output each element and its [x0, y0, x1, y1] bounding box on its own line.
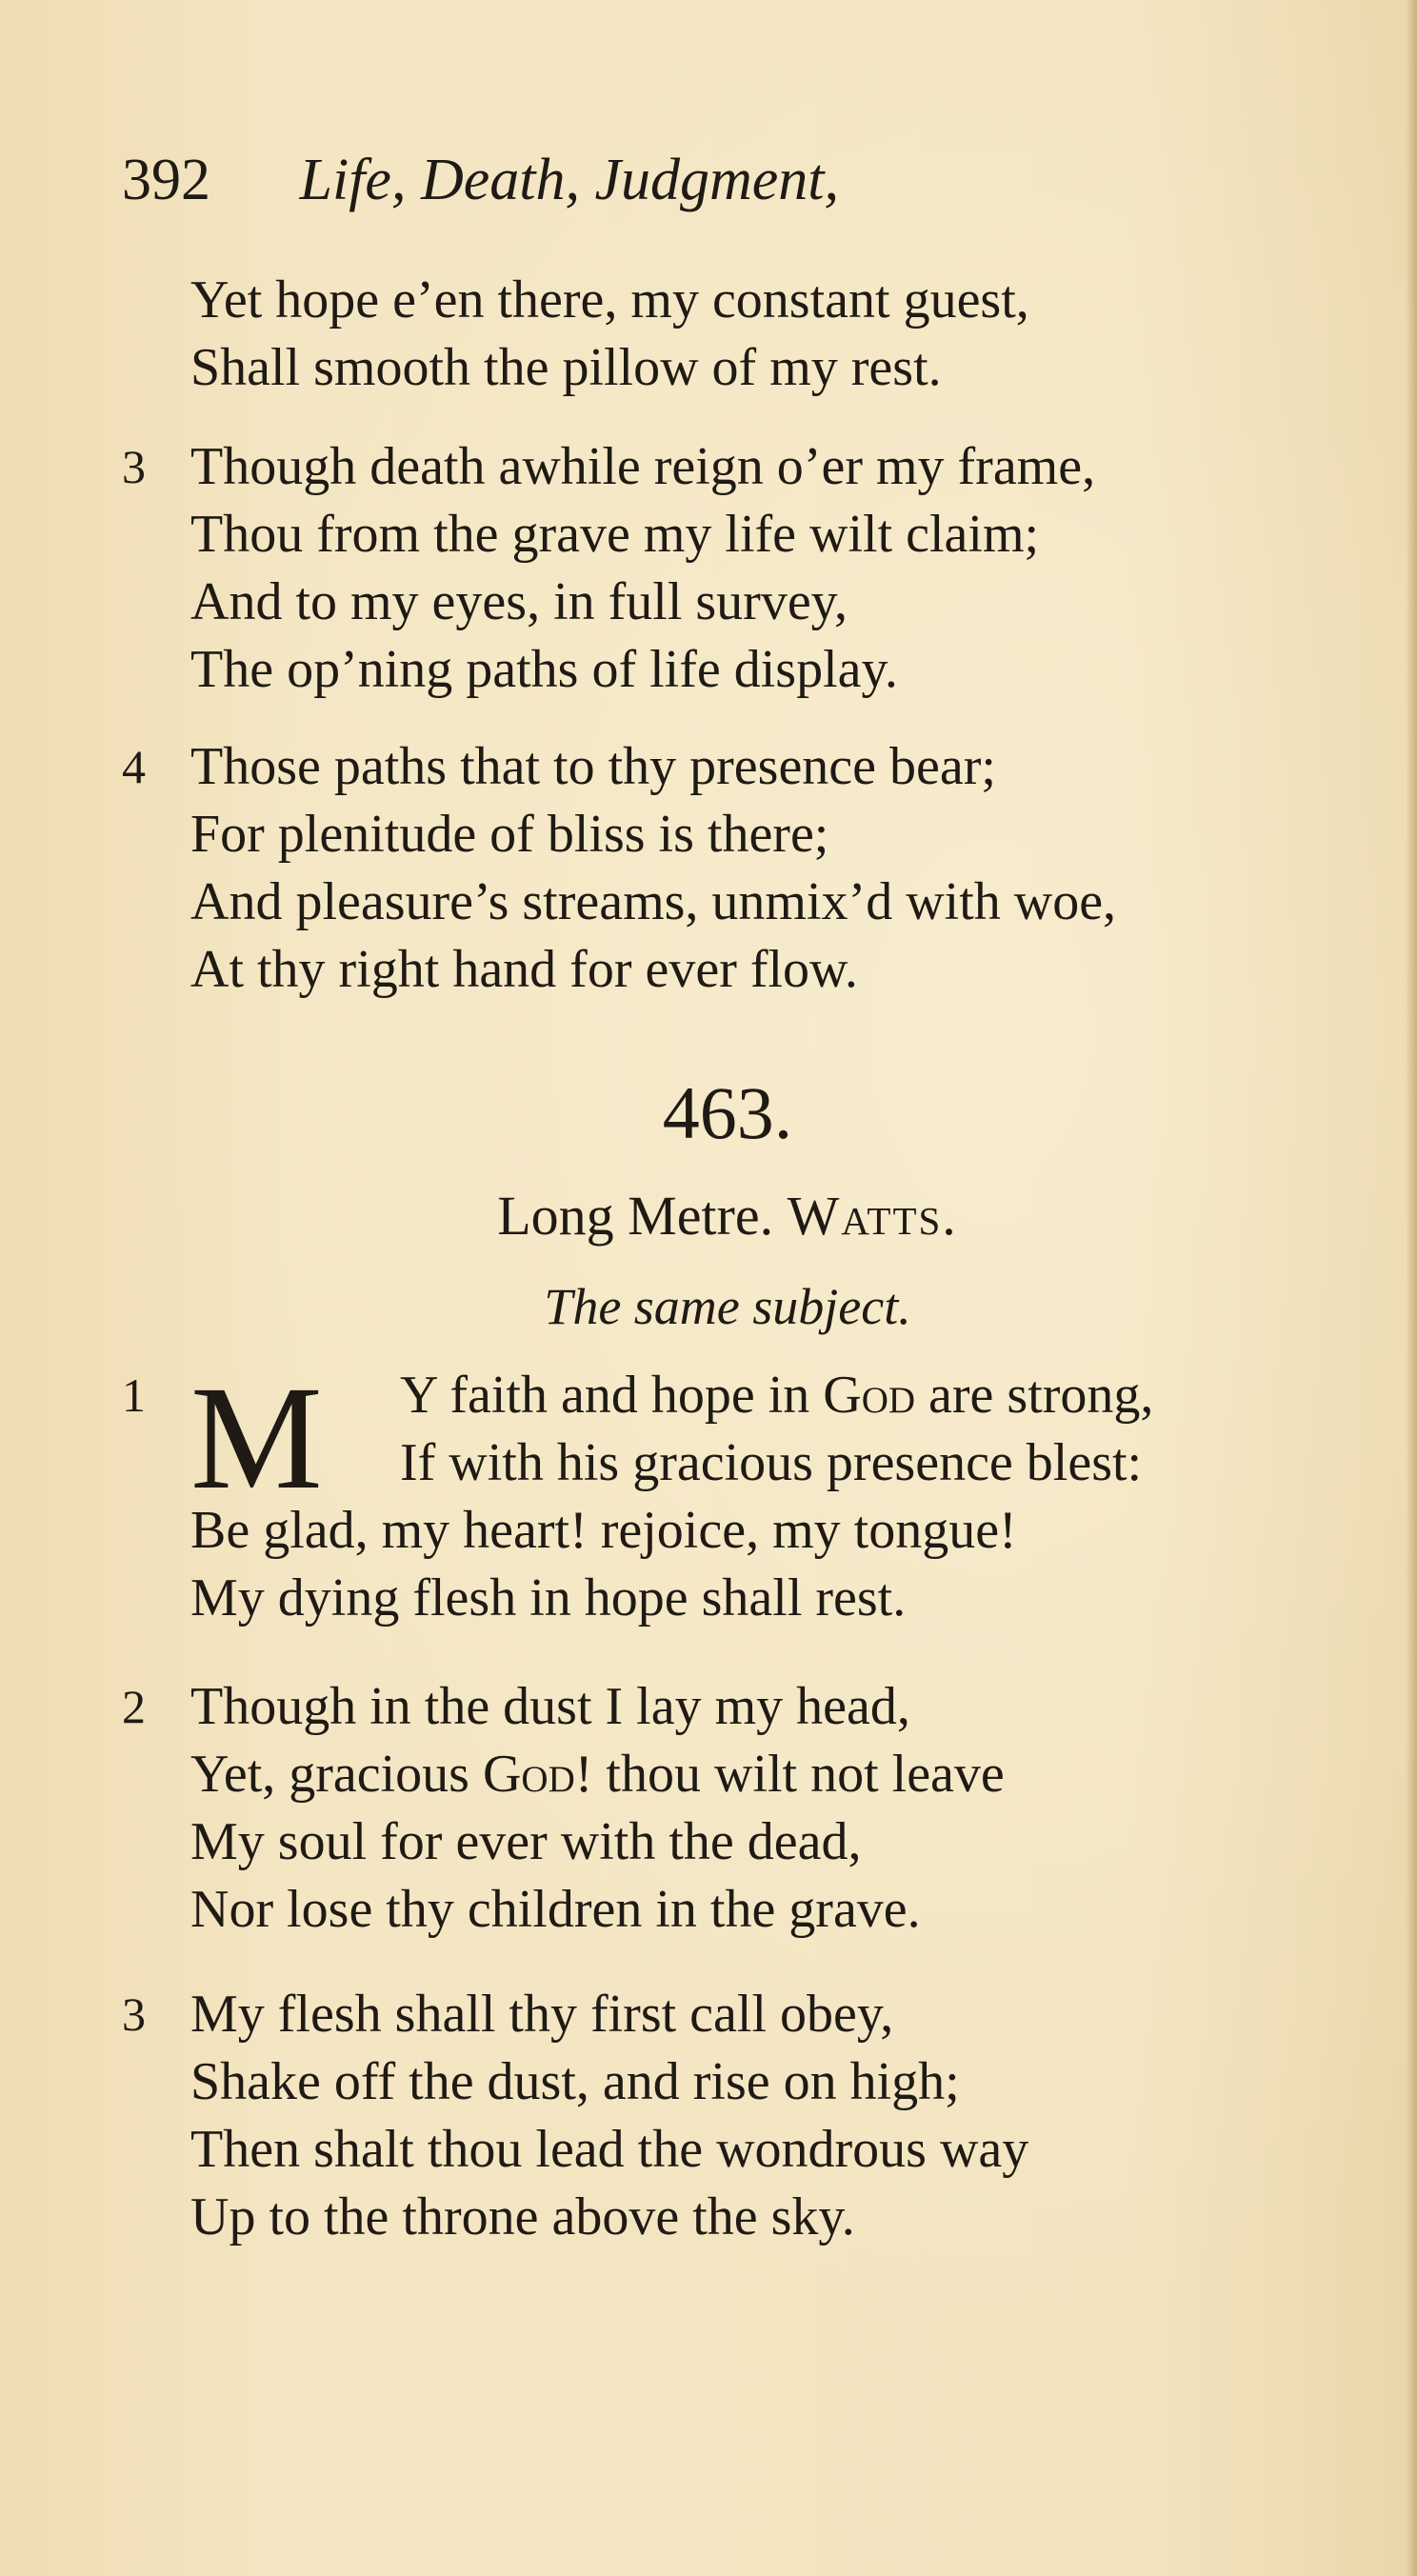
verse-line: [190, 1741, 1005, 1808]
verse-text: are strong,: [915, 1366, 1154, 1425]
verse-line: Shall smooth the pillow of my rest.: [190, 338, 942, 397]
verse-line: Shake off the dust, and rise on high;: [190, 2052, 960, 2111]
hymn-stanza-1: [122, 1355, 1154, 1632]
stanza-number: 3: [122, 440, 146, 493]
verse-line: Those paths that to thy presence bear;: [190, 737, 996, 796]
running-title: Life, Death, Judgment,: [299, 148, 840, 212]
author: Watts.: [787, 1185, 958, 1247]
divine-name: God: [823, 1366, 916, 1425]
hymn-stanza-3: [122, 1981, 1029, 2251]
stanza-number: 2: [122, 1680, 146, 1733]
hymn-subject: The same subject.: [544, 1278, 911, 1335]
verse-text: Yet, gracious: [190, 1745, 483, 1804]
page-header: [122, 150, 839, 210]
verse-line: Yet hope e’en there, my constant guest,: [190, 270, 1029, 329]
verse-line: Though death awhile reign o’er my frame,: [190, 437, 1096, 496]
continuation-stanza: [190, 267, 1029, 402]
drop-cap: M: [190, 1355, 323, 1520]
verse-line: Then shalt thou lead the wondrous way: [190, 2120, 1029, 2179]
verse-text: Y faith and hope in: [400, 1366, 824, 1425]
verse-text: ! thou wilt not leave: [574, 1745, 1005, 1804]
stanza-number: 4: [122, 740, 146, 793]
hymn-number: 463.: [662, 1071, 793, 1154]
verse-line: My soul for ever with the dead,: [190, 1812, 862, 1871]
verse-line: My flesh shall thy first call obey,: [190, 1985, 894, 2044]
verse-line: Nor lose thy children in the grave.: [190, 1880, 921, 1939]
stanza-3: [122, 433, 1096, 704]
stanza-4: [122, 733, 1117, 1004]
verse-line: Though in the dust I lay my head,: [190, 1677, 910, 1736]
verse-line: [190, 1362, 1153, 1429]
verse-line: Thou from the grave my life wilt claim;: [190, 505, 1040, 564]
verse-line: And pleasure’s streams, unmix’d with woe,: [190, 872, 1117, 931]
stanza-number: 1: [122, 1368, 146, 1422]
page-number: 392: [122, 148, 210, 212]
verse-line: If with his gracious presence blest:: [400, 1433, 1143, 1492]
verse-line: For plenitude of bliss is there;: [190, 805, 829, 864]
hymn-stanza-2: [122, 1673, 1005, 1944]
hymn-metre-line: [0, 1185, 1417, 1247]
divine-name: God: [482, 1745, 575, 1804]
stanza-number: 3: [122, 1987, 146, 2041]
metre: Long Metre.: [497, 1185, 774, 1247]
verse-line: The op’ning paths of life display.: [190, 640, 898, 699]
verse-line: Up to the throne above the sky.: [190, 2187, 855, 2247]
verse-line: At thy right hand for ever flow.: [190, 940, 858, 999]
verse-line: My dying flesh in hope shall rest.: [190, 1568, 907, 1627]
verse-line: And to my eyes, in full survey,: [190, 572, 848, 631]
verse-line: Be glad, my heart! rejoice, my tongue!: [190, 1501, 1017, 1560]
